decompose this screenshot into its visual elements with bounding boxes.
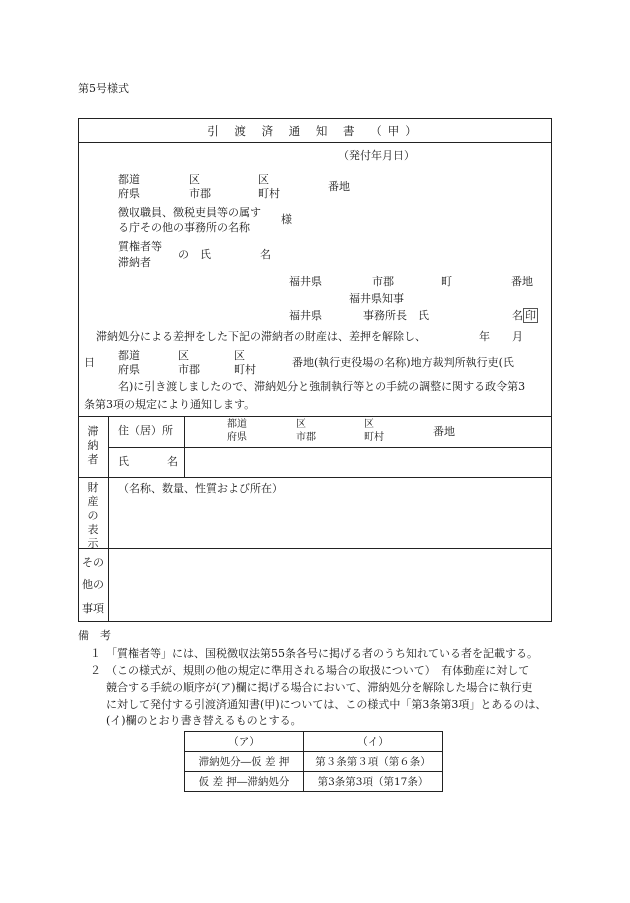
other-label-2: 他の [82,578,104,591]
sender-pref: 福井県 [289,275,322,288]
taxpayer-addr-dofuken-2: 府県 [227,432,247,443]
table-row [185,752,443,772]
body-tsuki: 月 [512,330,523,343]
seal-mark: 印 [525,309,536,322]
holder-label-2: 滞納者 [118,256,151,269]
taxpayer-addr-banchi: 番地 [433,425,455,438]
property-top-divider [78,477,552,478]
sender-governor: 福井県知事 [349,292,404,305]
addressee-ku: 区 [189,173,200,186]
remark-1-number: １ [90,647,101,660]
remark-1-text: 「質権者等」には、国税徴収法第55条各号に掲げる者のうち知れている者を記載する。 [106,647,538,660]
addressee-ku2: 区 [258,173,269,186]
remark-2-line1: （この様式が、規則の他の規定に準用される場合の取扱について） 有体動産に対して [106,664,530,677]
body-line1: 滞納処分による差押をした下記の滞納者の財産は、差押を解除し、 [96,330,426,343]
sender-name-seal [512,309,538,323]
sender-shigun: 市郡 [372,275,394,288]
sender-machi: 町 [441,275,452,288]
addressee-banchi: 番地 [328,180,350,193]
body-line3: 名)に引き渡しましたので、滞納処分と強制執行等との手続の調整に関する政令第3 [118,380,526,393]
table-row [185,772,443,792]
rewrite-table-header [185,732,443,752]
other-label-3: 事項 [82,602,104,615]
notice-form-frame [78,118,552,622]
body-ku: 区 [178,349,189,362]
taxpayer-addr-ku2: 区 [364,419,374,430]
addressee-chouson: 町村 [258,187,280,200]
taxpayer-top-divider [78,416,552,417]
other-top-divider [78,548,552,549]
row1-a: 滞納処分―仮 差 押 [185,752,304,772]
property-section-label: 財産の表示 [87,481,99,550]
taxpayer-section-label: 滞納者 [87,425,99,466]
remark-2-line3: に対して発付する引渡済通知書(甲)については、この様式中「第3条第3項」とあるのは、 [106,698,547,711]
sender-banchi: 番地 [511,275,533,288]
row2-a: 仮 差 押―滞納処分 [185,772,304,792]
form-title: 引 渡 済 通 知 書 （甲） [207,124,423,138]
holder-no-shi: の 氏 [178,248,211,261]
addressee-dofuken-2: 府県 [118,187,140,200]
header-b: （イ） [304,732,443,752]
body-nen: 年 [479,330,490,343]
addressee-sama: 様 [281,213,292,226]
address-label: 住（居）所 [118,424,173,437]
taxpayer-row-divider [108,447,552,448]
property-note: （名称、数量、性質および所在） [118,482,283,495]
body-chouson: 町村 [234,363,256,376]
body-dofuken-2: 府県 [118,363,140,376]
taxpayer-addr-shigun: 市郡 [296,432,316,443]
body-ku2: 区 [234,349,245,362]
remark-2-number: ２ [90,664,101,677]
rewrite-table [184,731,443,792]
taxpayer-addr-chouson: 町村 [364,432,384,443]
row2-b: 第3条第3項（第17条） [304,772,443,792]
remark-2-line4: (イ)欄のとおり書き替えるものとする。 [106,714,302,727]
row1-b: 第３条第３項（第６条） [304,752,443,772]
form-number: 第5号様式 [78,82,129,95]
addressee-dofuken-1: 都道 [118,173,140,186]
holder-label-1: 質権者等 [118,240,162,253]
other-label-1: その [82,556,104,569]
sender-mei: 名 [512,309,523,322]
remarks-heading: 備 考 [78,629,111,642]
body-hi: 日 [84,356,95,369]
body-line2-tail: 番地(執行吏役場の名称)地方裁判所執行吏(氏 [292,356,514,369]
addressee-shigun: 市郡 [189,187,211,200]
remark-2-line2: 競合する手続の順序が(ア)欄に掲げる場合において、滞納処分を解除した場合に執行吏 [106,681,533,694]
body-line4: 条第3項の規定により通知します。 [84,398,256,411]
sender-pref-2: 福井県 [289,309,322,322]
office-name-line2: る庁その他の事務所の名称 [118,221,250,234]
body-shigun: 市郡 [178,363,200,376]
name-label-shi: 氏 [118,455,129,468]
body-dofuken-1: 都道 [118,349,140,362]
name-label-mei: 名 [167,455,178,468]
office-name-line1: 徴収職員、徴税吏員等の属す [118,206,261,219]
title-divider [78,142,552,143]
taxpayer-addr-ku: 区 [296,419,306,430]
sender-office-head: 事務所長 氏 [363,309,429,322]
taxpayer-addr-dofuken-1: 都道 [227,419,247,430]
header-a: （ア） [185,732,304,752]
holder-mei: 名 [260,248,271,261]
issue-date-label: （発付年月日） [338,149,415,162]
